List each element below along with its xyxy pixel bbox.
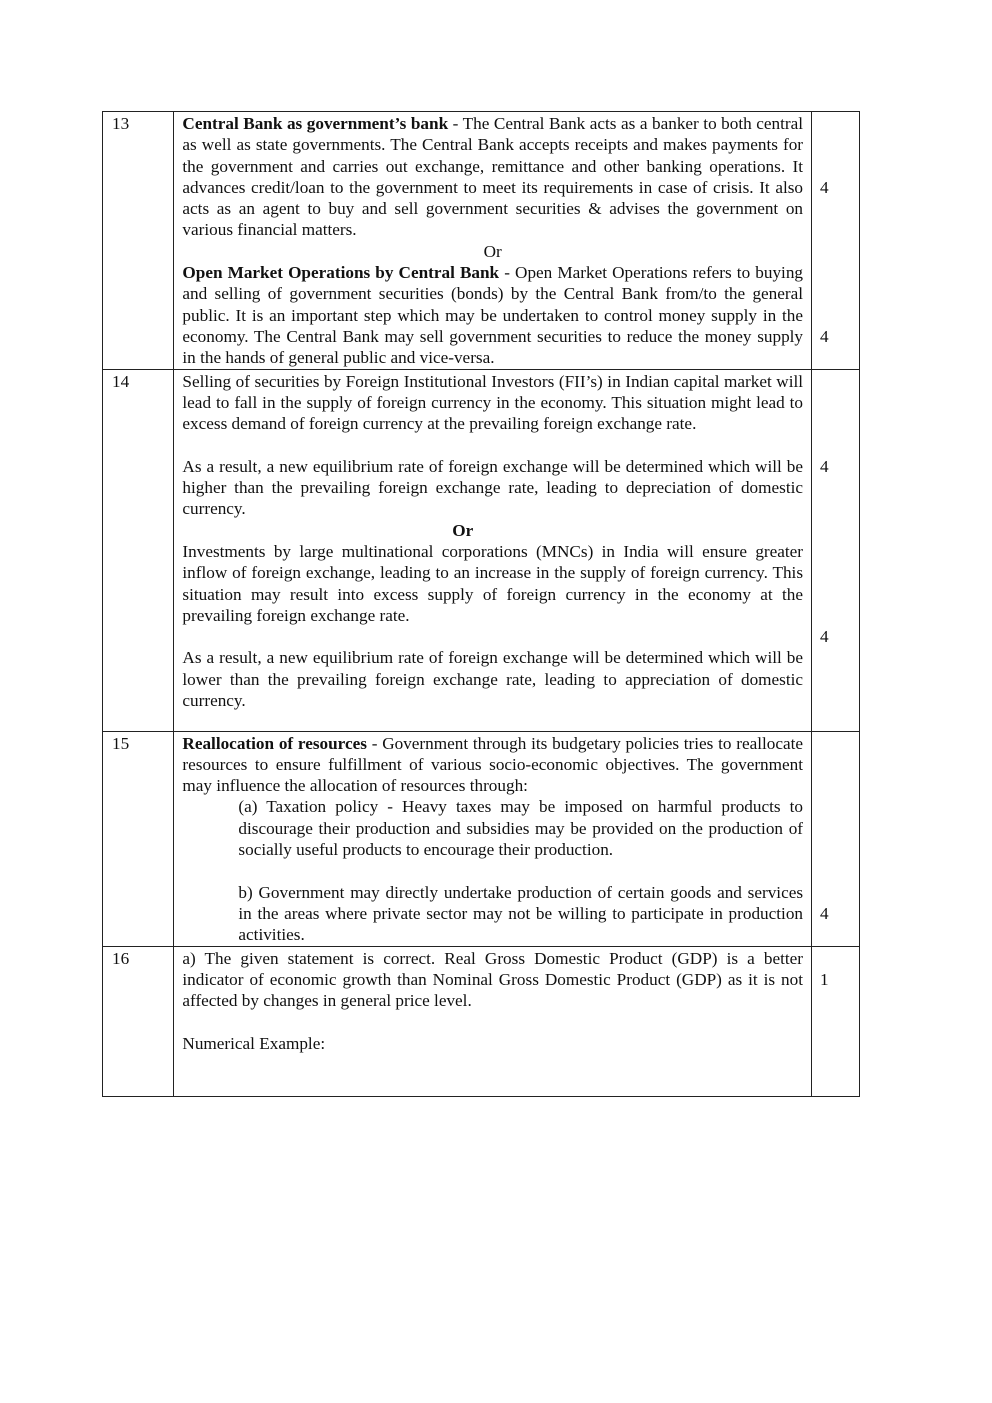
answer-cell xyxy=(174,369,812,731)
marks-cell xyxy=(812,369,860,731)
paragraph xyxy=(182,262,803,368)
list-item: (a) Taxation policy - Heavy taxes may be imposed on harmful products to discourage their production and subsidies may be provided on the production of socially useful products to encourage their production. xyxy=(238,797,804,860)
table-row xyxy=(103,112,860,370)
heading: Central Bank as government’s bank xyxy=(182,114,449,133)
heading: Reallocation of resources xyxy=(182,733,367,753)
mark: 1 xyxy=(820,969,829,989)
answer-cell xyxy=(174,112,812,370)
or-separator: Or xyxy=(483,241,502,261)
list-item: b) Government may directly undertake production of certain goods and services in the areas where private sector may not be willing to participate in production activities. xyxy=(238,882,804,945)
answer-cell xyxy=(174,731,812,946)
marks-cell xyxy=(812,112,860,370)
paragraph: Investments by large multinational corporations (MNCs) in India will ensure greater inflow of foreign exchange, leading to an increase in the supply of foreign currency. This situation may result into excess supply of foreign currency in the economy at the prevailing foreign exchange rate. xyxy=(182,541,804,625)
paragraph: Numerical Example: xyxy=(182,1033,326,1053)
paragraph: Selling of securities by Foreign Institutional Investors (FII’s) in Indian capital market will lead to fall in the supply of foreign currency in the economy. This situation might lead to excess demand of foreign currency at the prevailing foreign exchange rate. xyxy=(182,371,804,434)
paragraph: a) The given statement is correct. Real Gross Domestic Product (GDP) is a better indicator of economic growth than Nominal Gross Domestic Product (GDP) as it is not affected by changes in general price level. xyxy=(182,948,804,1011)
paragraph xyxy=(182,733,803,797)
paragraph: As a result, a new equilibrium rate of foreign exchange will be determined which will be higher than the prevailing foreign exchange rate, leading to depreciation of domestic currency. xyxy=(182,456,804,519)
question-number: 13 xyxy=(103,112,174,370)
marks-cell xyxy=(812,946,860,1096)
table-row xyxy=(103,369,860,731)
mark: 4 xyxy=(820,626,829,646)
or-text: Or xyxy=(452,520,474,540)
marks-cell xyxy=(812,731,860,946)
paragraph xyxy=(182,113,803,241)
answer-table xyxy=(102,111,860,1097)
question-number: 14 xyxy=(103,369,174,731)
mark: 4 xyxy=(820,456,829,476)
or-separator xyxy=(182,520,803,541)
question-number: 15 xyxy=(103,731,174,946)
heading: Open Market Operations by Central Bank xyxy=(182,263,500,283)
text: - The Central Bank acts as a banker to both central as well as state governments. The Central Bank accepts receipts and makes payments for the government and carries out exchange, remittance and other banking operations. It advances credit/loan to the government to meet its requirements in case of crisis. It also acts as an agent to buy and sell government securities & advises the government on various financial matters. xyxy=(182,114,804,240)
text: - Open Market Operations refers to buying and selling of government securities (bonds) by the Central Bank from/to the general public. It is an important step which may be undertaken to control money supply in the economy. The Central Bank may sell government securities to reduce the money supply in the hands of general public and vice-versa. xyxy=(182,263,804,368)
mark: 4 xyxy=(820,327,829,346)
table-row xyxy=(103,946,860,1096)
answer-cell xyxy=(174,946,812,1096)
mark: 4 xyxy=(820,903,829,923)
question-number: 16 xyxy=(103,946,174,1096)
table-row xyxy=(103,731,860,946)
paragraph: As a result, a new equilibrium rate of foreign exchange will be determined which will be lower than the prevailing foreign exchange rate, leading to appreciation of domestic currency. xyxy=(182,648,804,711)
mark: 4 xyxy=(820,178,829,197)
text: - Government through its budgetary policies tries to reallocate resources to ensure fulfillment of various socio-economic objectives. The government may influence the allocation of resources through: xyxy=(182,733,804,796)
